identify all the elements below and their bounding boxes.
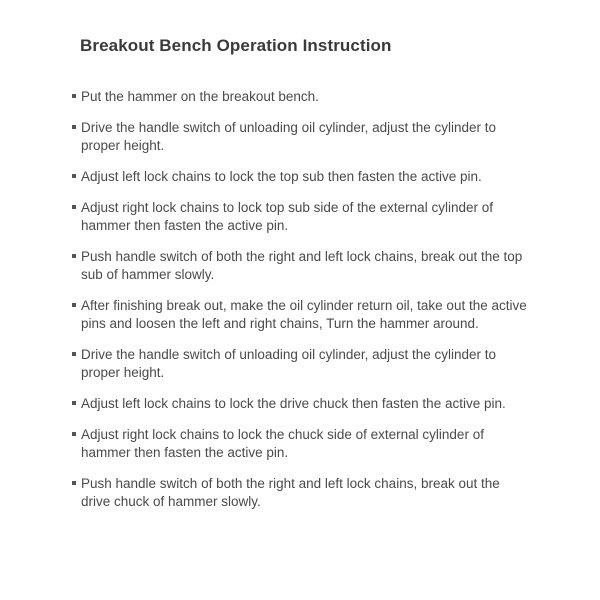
square-bullet-icon — [72, 205, 76, 209]
list-item — [72, 88, 532, 106]
list-item — [72, 248, 532, 284]
list-item-text: Drive the handle switch of unloading oil cylinder, adjust the cylinder to proper height. — [81, 120, 496, 153]
square-bullet-icon — [72, 303, 76, 307]
square-bullet-icon — [72, 174, 76, 178]
square-bullet-icon — [72, 401, 76, 405]
list-item — [72, 426, 532, 462]
list-item — [72, 346, 532, 382]
list-item-text: Adjust right lock chains to lock the chuck side of external cylinder of hammer then fasten the active pin. — [81, 427, 484, 460]
list-item-text: After finishing break out, make the oil cylinder return oil, take out the active pins and loosen the left and right chains, Turn the hammer around. — [81, 298, 527, 331]
page-title: Breakout Bench Operation Instruction — [80, 36, 392, 55]
list-item-text: Drive the handle switch of unloading oil cylinder, adjust the cylinder to proper height. — [81, 347, 496, 380]
list-item — [72, 199, 532, 235]
list-item-text: Adjust left lock chains to lock the drive chuck then fasten the active pin. — [81, 396, 506, 411]
list-item-text: Push handle switch of both the right and left lock chains, break out the top sub of hammer slowly. — [81, 249, 523, 282]
list-item — [72, 395, 532, 413]
list-item-text: Push handle switch of both the right and left lock chains, break out the drive chuck of hammer slowly. — [81, 476, 500, 509]
square-bullet-icon — [72, 125, 76, 129]
square-bullet-icon — [72, 254, 76, 258]
list-item — [72, 475, 532, 511]
square-bullet-icon — [72, 94, 76, 98]
instruction-list — [72, 88, 532, 524]
list-item-text: Adjust left lock chains to lock the top sub then fasten the active pin. — [81, 169, 482, 184]
list-item-text: Adjust right lock chains to lock top sub side of the external cylinder of hammer then fasten the active pin. — [81, 200, 493, 233]
list-item — [72, 168, 532, 186]
list-item — [72, 297, 532, 333]
square-bullet-icon — [72, 352, 76, 356]
square-bullet-icon — [72, 432, 76, 436]
list-item — [72, 119, 532, 155]
list-item-text: Put the hammer on the breakout bench. — [81, 89, 319, 104]
square-bullet-icon — [72, 481, 76, 485]
